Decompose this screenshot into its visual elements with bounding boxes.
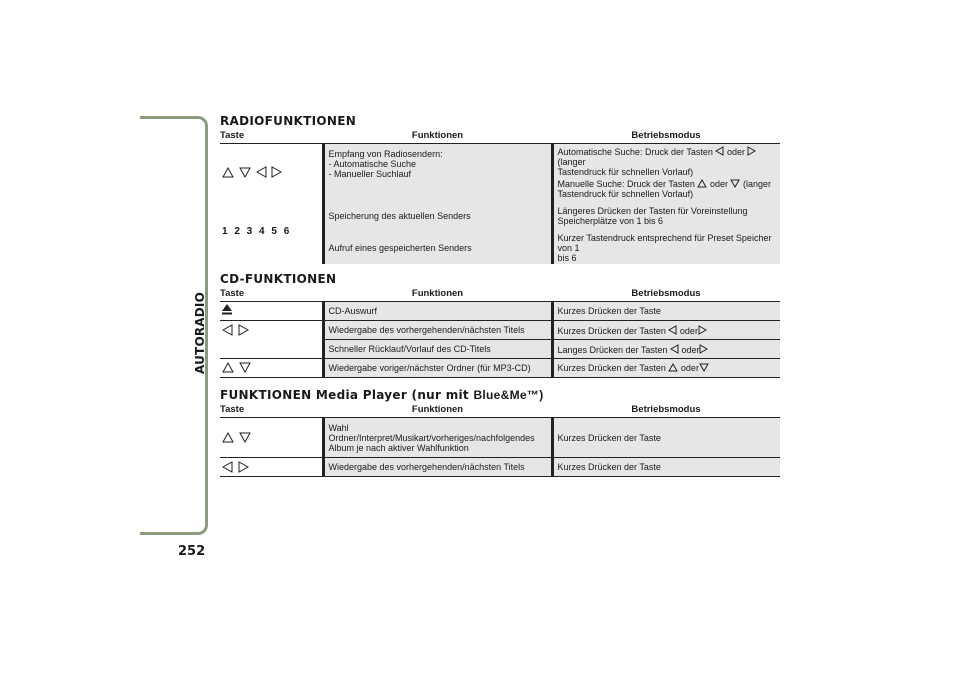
up-triangle-icon: [668, 363, 678, 372]
up-triangle-icon: [697, 179, 707, 188]
table-row: [220, 302, 780, 321]
function-cell: Wiedergabe voriger/nächster Ordner (für MP3-CD): [323, 359, 552, 378]
header-function: Funktionen: [323, 128, 552, 144]
left-triangle-icon: [715, 146, 724, 156]
up-triangle-icon: [222, 362, 234, 373]
content: [220, 114, 780, 477]
mode-cell: Automatische Suche: Druck der Tasten oder (langer Tastendruck für schnellen Vorlauf) Manuelle Suche: Druck der Tasten oder (langer Tastendruck für schnellen Vorlauf): [552, 144, 780, 201]
mode-cell: Kurzes Drücken der Taste: [552, 418, 780, 458]
function-cell: Wiedergabe des vorhergehenden/nächsten Titels: [323, 458, 552, 477]
media-section-title: FUNKTIONEN Media Player (nur mit Blue&Me™): [220, 388, 544, 402]
down-triangle-icon: [730, 179, 740, 188]
left-triangle-icon: [222, 324, 233, 336]
right-triangle-icon: [698, 325, 707, 335]
down-triangle-icon: [699, 363, 709, 372]
radio-section-title: RADIOFUNKTIONEN: [220, 114, 357, 128]
function-cell: Speicherung des aktuellen Senders: [323, 200, 552, 232]
header-mode: Betriebsmodus: [552, 402, 780, 418]
media-table: [220, 402, 780, 477]
header-mode: Betriebsmodus: [552, 128, 780, 144]
table-row: [220, 359, 780, 378]
right-triangle-icon: [747, 146, 756, 156]
page-number: 252: [178, 544, 206, 559]
key-cell: [220, 359, 323, 378]
key-cell: [220, 321, 323, 359]
left-triangle-icon: [256, 166, 267, 178]
down-triangle-icon: [239, 432, 251, 443]
eject-icon: [222, 304, 232, 315]
right-triangle-icon: [238, 324, 249, 336]
table-row: [220, 321, 780, 340]
key-cell: [220, 418, 323, 458]
table-row: [220, 144, 780, 201]
header-function: Funktionen: [323, 286, 552, 302]
function-cell: Aufruf eines gespeicherten Senders: [323, 232, 552, 264]
function-cell: CD-Auswurf: [323, 302, 552, 321]
header-function: Funktionen: [323, 402, 552, 418]
up-triangle-icon: [222, 432, 234, 443]
function-cell: Schneller Rücklauf/Vorlauf des CD-Titels: [323, 340, 552, 359]
left-triangle-icon: [668, 325, 677, 335]
section-side-label: AUTORADIO: [193, 291, 207, 375]
table-row: [220, 418, 780, 458]
mode-cell: Kurzes Drücken der Tasten oder: [552, 359, 780, 378]
right-triangle-icon: [238, 461, 249, 473]
key-cell: [220, 302, 323, 321]
mode-cell: Kurzes Drücken der Taste: [552, 302, 780, 321]
left-triangle-icon: [222, 461, 233, 473]
up-triangle-icon: [222, 167, 234, 178]
cd-section-title: CD-FUNKTIONEN: [220, 272, 337, 286]
mode-cell: Langes Drücken der Tasten oder: [552, 340, 780, 359]
function-cell: Wahl Ordner/Interpret/Musikart/vorheriges/nachfolgendes Album je nach aktiver Wahlfunktion: [323, 418, 552, 458]
cd-table: [220, 286, 780, 378]
right-triangle-icon: [699, 344, 708, 354]
key-cell: [220, 144, 323, 201]
radio-table: [220, 128, 780, 264]
mode-cell: Kurzer Tastendruck entsprechend für Preset Speicher von 1 bis 6: [552, 232, 780, 264]
preset-keys: 1 2 3 4 5 6: [220, 200, 323, 264]
table-row: [220, 200, 780, 232]
left-triangle-icon: [670, 344, 679, 354]
header-key: Taste: [220, 128, 323, 144]
table-row: [220, 458, 780, 477]
mode-cell: Kurzes Drücken der Tasten oder: [552, 321, 780, 340]
down-triangle-icon: [239, 167, 251, 178]
header-mode: Betriebsmodus: [552, 286, 780, 302]
right-triangle-icon: [271, 166, 282, 178]
header-key: Taste: [220, 286, 323, 302]
function-cell: Empfang von Radiosendern: - Automatische Suche - Manueller Suchlauf: [323, 144, 552, 201]
function-cell: Wiedergabe des vorhergehenden/nächsten Titels: [323, 321, 552, 340]
header-key: Taste: [220, 402, 323, 418]
mode-cell: Kurzes Drücken der Taste: [552, 458, 780, 477]
mode-cell: Längeres Drücken der Tasten für Voreinstellung Speicherplätze von 1 bis 6: [552, 200, 780, 232]
key-cell: [220, 458, 323, 477]
down-triangle-icon: [239, 362, 251, 373]
